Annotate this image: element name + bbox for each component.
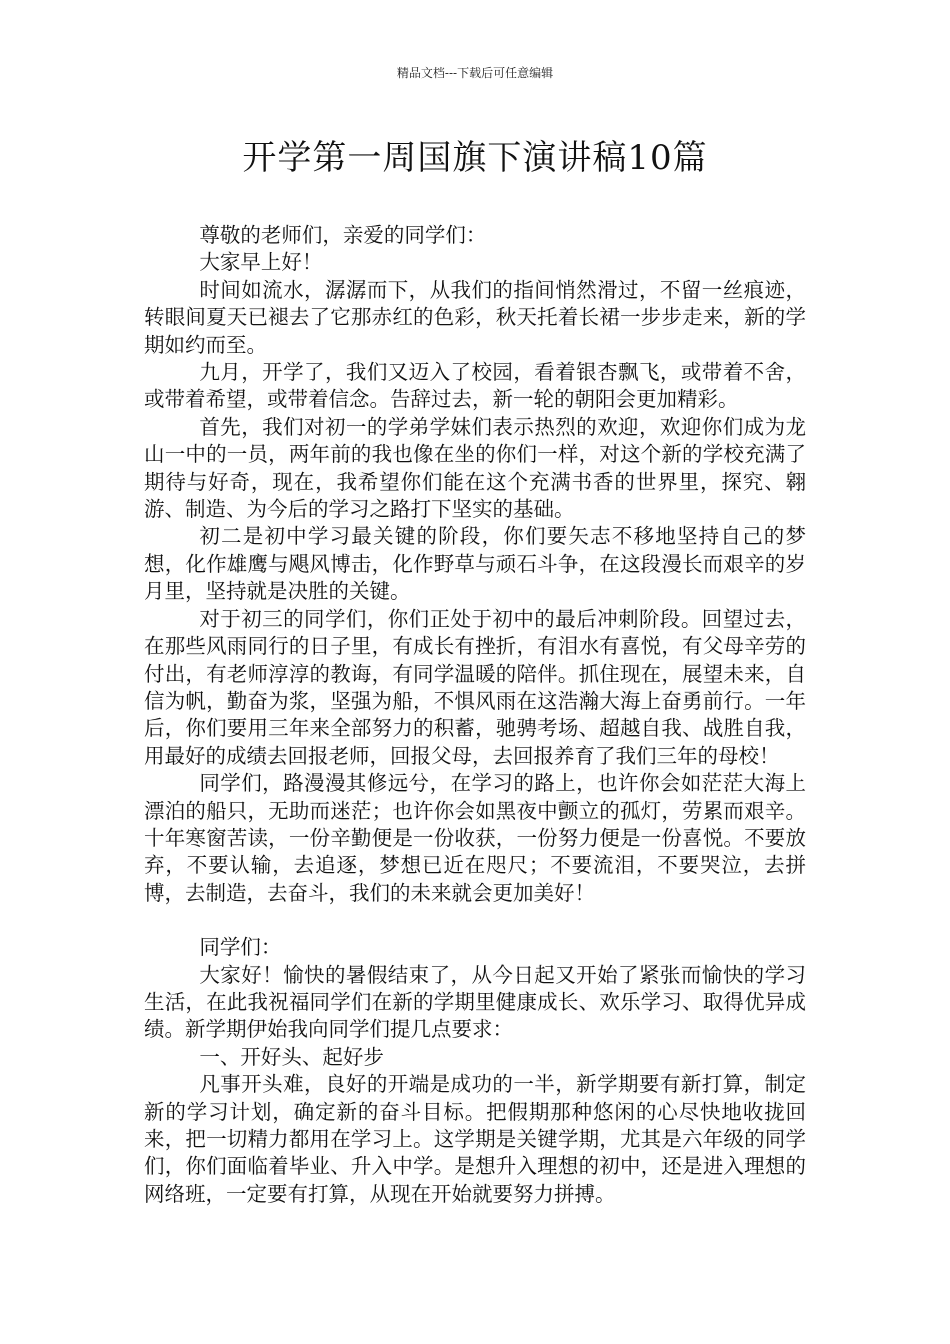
paragraph: 大家好！愉快的暑假结束了，从今日起又开始了紧张而愉快的学习生活，在此我祝福同学们在新的学期里健康成长、欢乐学习、取得优异成绩。新学期伊始我向同学们提几点要求： [144,962,806,1042]
paragraph: 时间如流水，潺潺而下，从我们的指间悄然滑过，不留一丝痕迹，转眼间夏天已褪去了它那赤红的色彩，秋天托着长裙一步步走来，新的学期如约而至。 [144,277,806,357]
paragraph: 一、开好头、起好步 [199,1044,384,1069]
paragraph: 初二是初中学习最关键的阶段，你们要矢志不移地坚持自己的梦想，化作雄鹰与飓风博击，化作野草与顽石斗争，在这段漫长而艰辛的岁月里，坚持就是决胜的关键。 [144,524,806,604]
section-gap [144,907,806,934]
paragraph: 首先，我们对初一的学弟学妹们表示热烈的欢迎，欢迎你们成为龙山一中的一员，两年前的我也像在坐的你们一样，对这个新的学校充满了期待与好奇，现在，我希望你们能在这个充满书香的世界里，探究、翱游、制造、为今后的学习之路打下坚实的基础。 [144,414,806,522]
paragraph: 尊敬的老师们，亲爱的同学们： [199,223,487,247]
paragraph: 凡事开头难，良好的开端是成功的一半，新学期要有新打算，制定新的学习计划，确定新的奋斗目标。把假期那种悠闲的心尽快地收拢回来，把一切精力都用在学习上。这学期是关键学期，尤其是六年级的同学们，你们面临着毕业、升入中学。是想升入理想的初中，还是进入理想的网络班，一定要有打算，从现在开始就要努力拼搏。 [144,1072,806,1206]
document-title: 开学第一周国旗下演讲稿10篇 [242,138,708,178]
paragraph: 九月，开学了，我们又迈入了校园，看着银杏飘飞，或带着不舍，或带着希望，或带着信念。告辞过去，新一轮的朝阳会更加精彩。 [144,360,806,412]
paragraph: 大家早上好！ [199,250,323,275]
paragraph: 同学们： [199,935,282,960]
paragraph: 同学们，路漫漫其修远兮，在学习的路上，也许你会如茫茫大海上漂泊的船只，无助而迷茫；也许你会如黑夜中颤立的孤灯，劳累而艰辛。十年寒窗苦读，一份辛勤便是一份收获，一份努力便是一份喜悦。不要放弃，不要认输，去追逐，梦想已近在咫尺；不要流泪，不要哭泣，去拼博，去制造，去奋斗，我们的未来就会更加美好！ [144,771,806,905]
paragraph: 对于初三的同学们，你们正处于初中的最后冲刺阶段。回望过去，在那些风雨同行的日子里，有成长有挫折，有泪水有喜悦，有父母辛劳的付出，有老师淳淳的教诲，有同学温暖的陪伴。抓住现在，展望未来，自信为帆，勤奋为浆，坚强为船，不惧风雨在这浩瀚大海上奋勇前行。一年后，你们要用三年来全部努力的积蓄，驰骋考场、超越自我、战胜自我，用最好的成绩去回报老师，回报父母，去回报养育了我们三年的母校！ [144,606,806,768]
document-body [144,222,806,1208]
page-header: 精品文档---下载后可任意编辑 [396,66,554,80]
